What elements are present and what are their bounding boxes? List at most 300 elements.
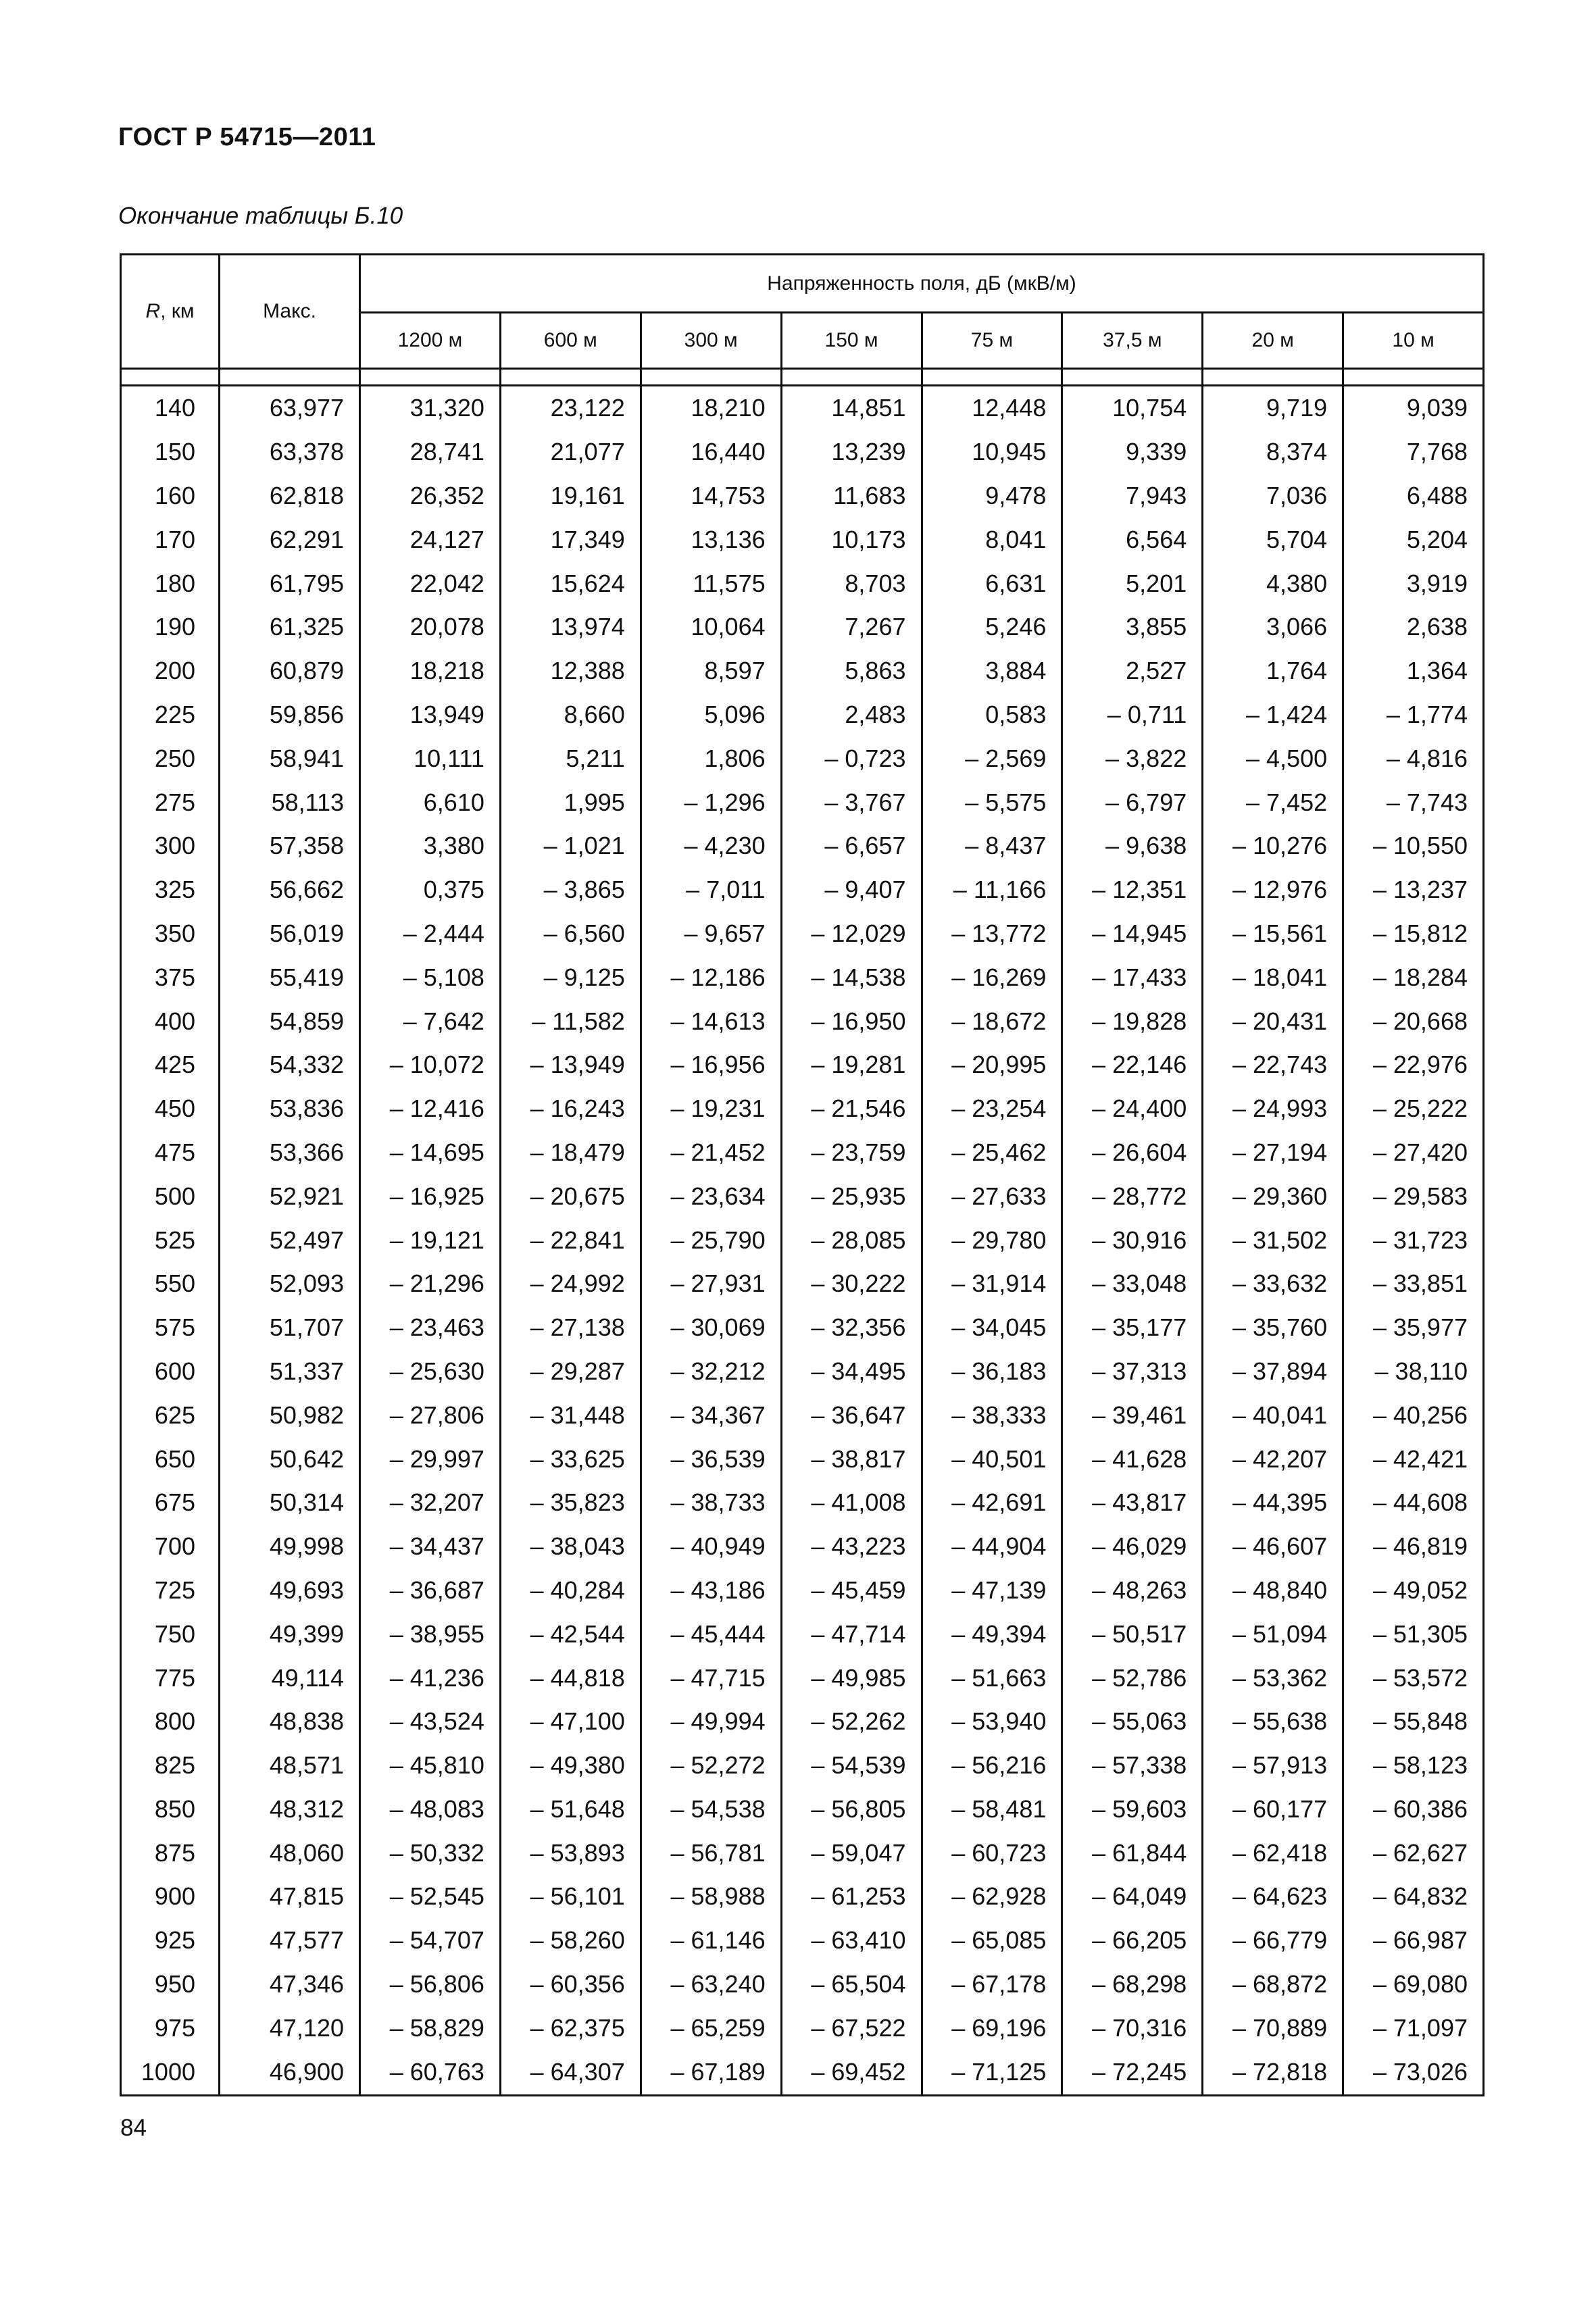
value-cell: – 52,786 (1062, 1656, 1203, 1700)
value-cell: – 12,416 (360, 1087, 501, 1131)
value-cell: 14,753 (641, 474, 781, 518)
max-cell: 53,836 (220, 1087, 360, 1131)
value-cell: – 69,196 (922, 2006, 1062, 2050)
value-cell: – 57,338 (1062, 1744, 1203, 1788)
table-row (121, 1043, 1484, 1087)
value-cell: – 69,452 (781, 2050, 922, 2096)
distance-cell: 525 (121, 1218, 220, 1262)
max-cell: 49,693 (220, 1569, 360, 1613)
value-cell: – 60,386 (1343, 1788, 1484, 1832)
max-cell: 53,366 (220, 1131, 360, 1175)
value-cell: – 49,994 (641, 1700, 781, 1744)
max-cell: 57,358 (220, 824, 360, 868)
max-cell: 49,114 (220, 1656, 360, 1700)
distance-cell: 600 (121, 1350, 220, 1394)
distance-cell: 700 (121, 1525, 220, 1569)
value-cell: – 20,675 (500, 1174, 641, 1218)
table-row (121, 999, 1484, 1043)
value-cell: 21,077 (500, 430, 641, 474)
value-cell: 13,974 (500, 605, 641, 649)
max-cell: 55,419 (220, 955, 360, 999)
value-cell: – 5,108 (360, 955, 501, 999)
value-cell: – 44,395 (1203, 1481, 1343, 1525)
spacer-cell (220, 369, 360, 386)
value-cell: – 38,043 (500, 1525, 641, 1569)
table-row (121, 1875, 1484, 1919)
max-cell: 61,325 (220, 605, 360, 649)
value-cell: – 12,186 (641, 955, 781, 999)
value-cell: – 51,663 (922, 1656, 1062, 1700)
max-cell: 63,977 (220, 386, 360, 430)
col-header-height: 75 м (922, 313, 1062, 369)
distance-cell: 925 (121, 1919, 220, 1963)
distance-cell: 300 (121, 824, 220, 868)
value-cell: – 10,072 (360, 1043, 501, 1087)
value-cell: – 25,462 (922, 1131, 1062, 1175)
value-cell: – 64,307 (500, 2050, 641, 2096)
value-cell: – 47,714 (781, 1612, 922, 1656)
value-cell: – 7,011 (641, 868, 781, 912)
col-header-max: Макс. (220, 255, 360, 369)
max-cell: 61,795 (220, 561, 360, 605)
value-cell: – 29,780 (922, 1218, 1062, 1262)
table-row (121, 1656, 1484, 1700)
value-cell: – 13,237 (1343, 868, 1484, 912)
table-row (121, 912, 1484, 956)
max-cell: 62,291 (220, 518, 360, 561)
value-cell: 1,764 (1203, 649, 1343, 693)
value-cell: – 1,424 (1203, 693, 1343, 737)
max-cell: 58,941 (220, 736, 360, 780)
value-cell: – 11,582 (500, 999, 641, 1043)
value-cell: 17,349 (500, 518, 641, 561)
value-cell: – 48,263 (1062, 1569, 1203, 1613)
table-row (121, 561, 1484, 605)
value-cell: 12,388 (500, 649, 641, 693)
value-cell: 0,583 (922, 693, 1062, 737)
table-row (121, 2050, 1484, 2096)
distance-cell: 975 (121, 2006, 220, 2050)
col-header-height: 10 м (1343, 313, 1484, 369)
value-cell: – 19,828 (1062, 999, 1203, 1043)
value-cell: – 47,139 (922, 1569, 1062, 1613)
table-row (121, 1612, 1484, 1656)
page-number: 84 (120, 2115, 147, 2141)
value-cell: – 6,657 (781, 824, 922, 868)
value-cell: – 41,628 (1062, 1437, 1203, 1481)
value-cell: 14,851 (781, 386, 922, 430)
value-cell: – 27,138 (500, 1306, 641, 1350)
value-cell: 9,339 (1062, 430, 1203, 474)
value-cell: 15,624 (500, 561, 641, 605)
table-row (121, 1788, 1484, 1832)
value-cell: – 72,818 (1203, 2050, 1343, 2096)
value-cell: – 14,695 (360, 1131, 501, 1175)
table-row (121, 386, 1484, 430)
col-header-r: R, км (121, 255, 220, 369)
distance-cell: 140 (121, 386, 220, 430)
value-cell: – 42,691 (922, 1481, 1062, 1525)
table-row (121, 2006, 1484, 2050)
value-cell: – 0,723 (781, 736, 922, 780)
value-cell: – 71,125 (922, 2050, 1062, 2096)
value-cell: 10,173 (781, 518, 922, 561)
value-cell: – 38,817 (781, 1437, 922, 1481)
value-cell: – 30,222 (781, 1262, 922, 1306)
value-cell: – 61,146 (641, 1919, 781, 1963)
value-cell: – 36,539 (641, 1437, 781, 1481)
value-cell: 3,066 (1203, 605, 1343, 649)
value-cell: – 53,362 (1203, 1656, 1343, 1700)
value-cell: – 53,572 (1343, 1656, 1484, 1700)
value-cell: – 1,296 (641, 780, 781, 824)
value-cell: – 46,819 (1343, 1525, 1484, 1569)
value-cell: 8,597 (641, 649, 781, 693)
value-cell: – 8,437 (922, 824, 1062, 868)
distance-cell: 170 (121, 518, 220, 561)
max-cell: 59,856 (220, 693, 360, 737)
value-cell: – 29,360 (1203, 1174, 1343, 1218)
value-cell: – 9,407 (781, 868, 922, 912)
max-cell: 54,859 (220, 999, 360, 1043)
value-cell: – 58,829 (360, 2006, 501, 2050)
value-cell: – 65,085 (922, 1919, 1062, 1963)
value-cell: – 60,763 (360, 2050, 501, 2096)
table-row (121, 605, 1484, 649)
value-cell: 19,161 (500, 474, 641, 518)
max-cell: 52,497 (220, 1218, 360, 1262)
max-cell: 50,314 (220, 1481, 360, 1525)
value-cell: – 39,461 (1062, 1393, 1203, 1437)
table-row (121, 1131, 1484, 1175)
value-cell: 7,768 (1343, 430, 1484, 474)
value-cell: – 7,452 (1203, 780, 1343, 824)
value-cell: – 14,538 (781, 955, 922, 999)
value-cell: 11,575 (641, 561, 781, 605)
value-cell: 1,364 (1343, 649, 1484, 693)
value-cell: – 24,400 (1062, 1087, 1203, 1131)
distance-cell: 425 (121, 1043, 220, 1087)
value-cell: 2,638 (1343, 605, 1484, 649)
value-cell: – 18,041 (1203, 955, 1343, 999)
table-row (121, 1481, 1484, 1525)
value-cell: – 23,634 (641, 1174, 781, 1218)
value-cell: – 57,913 (1203, 1744, 1343, 1788)
value-cell: – 66,205 (1062, 1919, 1203, 1963)
distance-cell: 900 (121, 1875, 220, 1919)
max-cell: 54,332 (220, 1043, 360, 1087)
value-cell: 8,374 (1203, 430, 1343, 474)
value-cell: 3,380 (360, 824, 501, 868)
value-cell: – 31,914 (922, 1262, 1062, 1306)
value-cell: – 24,992 (500, 1262, 641, 1306)
value-cell: – 43,524 (360, 1700, 501, 1744)
distance-cell: 575 (121, 1306, 220, 1350)
value-cell: 10,064 (641, 605, 781, 649)
value-cell: – 2,569 (922, 736, 1062, 780)
value-cell: – 23,463 (360, 1306, 501, 1350)
value-cell: – 15,812 (1343, 912, 1484, 956)
value-cell: 13,949 (360, 693, 501, 737)
value-cell: – 27,931 (641, 1262, 781, 1306)
value-cell: – 43,817 (1062, 1481, 1203, 1525)
value-cell: – 33,851 (1343, 1262, 1484, 1306)
value-cell: 31,320 (360, 386, 501, 430)
max-cell: 56,662 (220, 868, 360, 912)
col-header-height: 600 м (500, 313, 641, 369)
value-cell: – 41,236 (360, 1656, 501, 1700)
value-cell: – 52,545 (360, 1875, 501, 1919)
value-cell: 9,039 (1343, 386, 1484, 430)
distance-cell: 375 (121, 955, 220, 999)
value-cell: – 49,380 (500, 1744, 641, 1788)
value-cell: – 7,743 (1343, 780, 1484, 824)
value-cell: – 18,284 (1343, 955, 1484, 999)
distance-cell: 250 (121, 736, 220, 780)
value-cell: – 38,955 (360, 1612, 501, 1656)
col-header-height: 150 м (781, 313, 922, 369)
table-row (121, 955, 1484, 999)
value-cell: 0,375 (360, 868, 501, 912)
value-cell: – 43,223 (781, 1525, 922, 1569)
max-cell: 49,998 (220, 1525, 360, 1569)
value-cell: – 59,603 (1062, 1788, 1203, 1832)
table-row (121, 1744, 1484, 1788)
max-cell: 48,312 (220, 1788, 360, 1832)
value-cell: – 64,623 (1203, 1875, 1343, 1919)
value-cell: 5,704 (1203, 518, 1343, 561)
value-cell: 20,078 (360, 605, 501, 649)
max-cell: 50,982 (220, 1393, 360, 1437)
value-cell: – 22,841 (500, 1218, 641, 1262)
value-cell: 10,945 (922, 430, 1062, 474)
value-cell: – 1,774 (1343, 693, 1484, 737)
value-cell: 5,863 (781, 649, 922, 693)
value-cell: – 60,723 (922, 1831, 1062, 1875)
value-cell: – 22,976 (1343, 1043, 1484, 1087)
table-row (121, 1437, 1484, 1481)
value-cell: – 50,332 (360, 1831, 501, 1875)
value-cell: 28,741 (360, 430, 501, 474)
max-cell: 47,120 (220, 2006, 360, 2050)
value-cell: – 4,230 (641, 824, 781, 868)
distance-cell: 275 (121, 780, 220, 824)
value-cell: – 10,550 (1343, 824, 1484, 868)
value-cell: – 51,648 (500, 1788, 641, 1832)
value-cell: – 45,444 (641, 1612, 781, 1656)
max-cell: 50,642 (220, 1437, 360, 1481)
value-cell: – 44,608 (1343, 1481, 1484, 1525)
value-cell: – 38,733 (641, 1481, 781, 1525)
table-row (121, 1262, 1484, 1306)
max-cell: 49,399 (220, 1612, 360, 1656)
value-cell: – 52,272 (641, 1744, 781, 1788)
value-cell: – 15,561 (1203, 912, 1343, 956)
value-cell: – 23,254 (922, 1087, 1062, 1131)
value-cell: – 22,146 (1062, 1043, 1203, 1087)
value-cell: – 25,935 (781, 1174, 922, 1218)
value-cell: – 60,356 (500, 1963, 641, 2007)
max-cell: 48,838 (220, 1700, 360, 1744)
table-row (121, 474, 1484, 518)
value-cell: – 18,479 (500, 1131, 641, 1175)
spacer-cell (1343, 369, 1484, 386)
spacer-cell (641, 369, 781, 386)
value-cell: 4,380 (1203, 561, 1343, 605)
max-cell: 47,815 (220, 1875, 360, 1919)
distance-cell: 850 (121, 1788, 220, 1832)
value-cell: – 19,231 (641, 1087, 781, 1131)
value-cell: – 63,410 (781, 1919, 922, 1963)
value-cell: 16,440 (641, 430, 781, 474)
value-cell: – 49,052 (1343, 1569, 1484, 1613)
value-cell: – 24,993 (1203, 1087, 1343, 1131)
distance-cell: 800 (121, 1700, 220, 1744)
value-cell: – 68,872 (1203, 1963, 1343, 2007)
value-cell: – 62,418 (1203, 1831, 1343, 1875)
value-cell: – 31,502 (1203, 1218, 1343, 1262)
table-caption: Окончание таблицы Б.10 (118, 203, 403, 229)
table-row (121, 1700, 1484, 1744)
max-cell: 58,113 (220, 780, 360, 824)
value-cell: – 54,707 (360, 1919, 501, 1963)
value-cell: – 36,687 (360, 1569, 501, 1613)
table-row (121, 780, 1484, 824)
value-cell: – 65,259 (641, 2006, 781, 2050)
value-cell: – 32,212 (641, 1350, 781, 1394)
value-cell: – 9,638 (1062, 824, 1203, 868)
value-cell: – 36,183 (922, 1350, 1062, 1394)
table-row (121, 430, 1484, 474)
col-group-header: Напряженность поля, дБ (мкВ/м) (360, 255, 1484, 313)
value-cell: – 12,029 (781, 912, 922, 956)
value-cell: – 37,313 (1062, 1350, 1203, 1394)
value-cell: – 14,613 (641, 999, 781, 1043)
value-cell: – 21,546 (781, 1087, 922, 1131)
value-cell: – 53,940 (922, 1700, 1062, 1744)
value-cell: 22,042 (360, 561, 501, 605)
value-cell: – 11,166 (922, 868, 1062, 912)
value-cell: – 44,818 (500, 1656, 641, 1700)
value-cell: – 71,097 (1343, 2006, 1484, 2050)
value-cell: – 19,281 (781, 1043, 922, 1087)
value-cell: 7,943 (1062, 474, 1203, 518)
value-cell: – 4,500 (1203, 736, 1343, 780)
spacer-cell (1062, 369, 1203, 386)
value-cell: – 56,216 (922, 1744, 1062, 1788)
value-cell: 8,660 (500, 693, 641, 737)
distance-cell: 150 (121, 430, 220, 474)
value-cell: – 66,779 (1203, 1919, 1343, 1963)
table-row (121, 1306, 1484, 1350)
value-cell: 6,631 (922, 561, 1062, 605)
value-cell: – 9,657 (641, 912, 781, 956)
value-cell: – 32,207 (360, 1481, 501, 1525)
value-cell: – 0,711 (1062, 693, 1203, 737)
value-cell: – 13,772 (922, 912, 1062, 956)
value-cell: – 59,047 (781, 1831, 922, 1875)
value-cell: – 60,177 (1203, 1788, 1343, 1832)
value-cell: – 35,823 (500, 1481, 641, 1525)
distance-cell: 750 (121, 1612, 220, 1656)
value-cell: – 51,094 (1203, 1612, 1343, 1656)
value-cell: 10,754 (1062, 386, 1203, 430)
value-cell: – 5,575 (922, 780, 1062, 824)
value-cell: – 58,988 (641, 1875, 781, 1919)
max-cell: 52,921 (220, 1174, 360, 1218)
value-cell: – 66,987 (1343, 1919, 1484, 1963)
table-row (121, 1393, 1484, 1437)
distance-cell: 225 (121, 693, 220, 737)
value-cell: – 54,538 (641, 1788, 781, 1832)
distance-cell: 500 (121, 1174, 220, 1218)
spacer-cell (360, 369, 501, 386)
value-cell: – 62,375 (500, 2006, 641, 2050)
value-cell: 3,884 (922, 649, 1062, 693)
document-code: ГОСТ Р 54715—2011 (118, 123, 376, 151)
value-cell: 12,448 (922, 386, 1062, 430)
table-row (121, 1218, 1484, 1262)
value-cell: 9,478 (922, 474, 1062, 518)
value-cell: – 13,949 (500, 1043, 641, 1087)
value-cell: – 52,262 (781, 1700, 922, 1744)
value-cell: – 34,437 (360, 1525, 501, 1569)
value-cell: – 67,178 (922, 1963, 1062, 2007)
value-cell: – 45,810 (360, 1744, 501, 1788)
value-cell: – 47,715 (641, 1656, 781, 1700)
value-cell: – 55,638 (1203, 1700, 1343, 1744)
value-cell: – 25,630 (360, 1350, 501, 1394)
distance-cell: 550 (121, 1262, 220, 1306)
value-cell: 18,210 (641, 386, 781, 430)
value-cell: – 56,101 (500, 1875, 641, 1919)
table-row (121, 1087, 1484, 1131)
distance-cell: 160 (121, 474, 220, 518)
value-cell: – 43,186 (641, 1569, 781, 1613)
value-cell: – 56,806 (360, 1963, 501, 2007)
distance-cell: 325 (121, 868, 220, 912)
table-row (121, 824, 1484, 868)
value-cell: – 27,194 (1203, 1131, 1343, 1175)
table-row (121, 1831, 1484, 1875)
value-cell: – 58,260 (500, 1919, 641, 1963)
value-cell: – 42,207 (1203, 1437, 1343, 1481)
value-cell: – 21,296 (360, 1262, 501, 1306)
value-cell: – 27,420 (1343, 1131, 1484, 1175)
value-cell: – 3,822 (1062, 736, 1203, 780)
col-header-height: 20 м (1203, 313, 1343, 369)
value-cell: – 20,995 (922, 1043, 1062, 1087)
value-cell: 6,488 (1343, 474, 1484, 518)
value-cell: 6,610 (360, 780, 501, 824)
col-header-height: 1200 м (360, 313, 501, 369)
value-cell: – 35,977 (1343, 1306, 1484, 1350)
value-cell: – 67,189 (641, 2050, 781, 2096)
max-cell: 48,060 (220, 1831, 360, 1875)
value-cell: – 32,356 (781, 1306, 922, 1350)
table-row (121, 1569, 1484, 1613)
value-cell: 2,483 (781, 693, 922, 737)
max-cell: 46,900 (220, 2050, 360, 2096)
value-cell: – 58,481 (922, 1788, 1062, 1832)
value-cell: – 20,431 (1203, 999, 1343, 1043)
value-cell: 5,204 (1343, 518, 1484, 561)
value-cell: – 42,421 (1343, 1437, 1484, 1481)
value-cell: – 64,049 (1062, 1875, 1203, 1919)
value-cell: – 68,298 (1062, 1963, 1203, 2007)
table-row (121, 736, 1484, 780)
value-cell: – 51,305 (1343, 1612, 1484, 1656)
